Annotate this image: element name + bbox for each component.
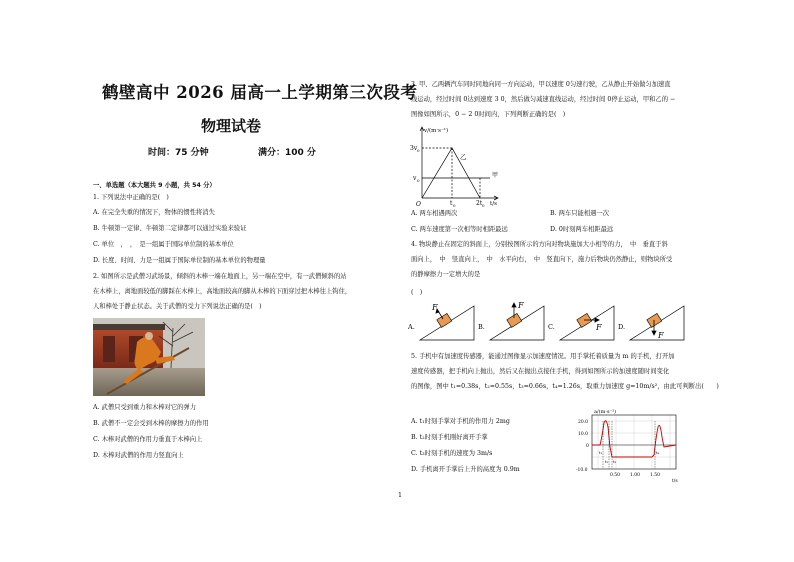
q5-y-tick: 0 [586,444,589,449]
q5-y-tick: 20.0 [578,420,589,425]
q2-stem-line: 在木棒上，离地面较低的脚踩在木棒上，高地面较高的脚从木棒的下面穿过把木棒往上钩住， [93,288,352,295]
q3-option-c: C. 两车速度第一次相等时相距最远 [411,226,508,233]
q3-y-axis-label: v/(m·s⁻¹) [424,128,449,134]
q3-stem-line: 3. 甲、乙两辆汽车同时同地向同一方向运动，甲以速度 0匀速行驶，乙从静止开始做匀加速直 [411,81,671,88]
q2-stem-line: 2. 如图所示是武僧习武场景，倾斜的木棒一端在地面上，另一端在空中，有一武僧倾斜的站 [93,273,347,280]
q5-y-axis-label: a/(m·s⁻²) [594,409,617,415]
q4-force-b: F [518,301,524,310]
q3-x-tick-2: 2t [476,200,483,207]
page-number: 1 [398,492,403,499]
q2-option-b: B. 武僧不一定会受到木棒的摩擦力的作用 [93,420,209,427]
section-heading: 一、单选题（本大题共 9 小题，共 54 分） [93,182,216,189]
q4-label-b: B. [478,323,485,331]
q3-y-tick-top-sub: 0 [417,148,420,153]
q3-x-tick-1: t [450,200,453,207]
q4-label-a: A. [408,323,415,331]
q5-x-axis-label: t/s [672,479,678,483]
q3-x-tick-2-sub: 0 [482,203,485,208]
q5-t-label: t₄ [656,450,660,455]
q3-x-axis-label: t/s [490,201,497,207]
q3-option-b: B. 两车只能相遇一次 [550,210,610,217]
q2-option-d: D. 木棒对武僧的作用力竖直向上 [93,452,184,459]
exam-time: 时间：75 分钟 [148,148,209,158]
q5-option-d: D. 手机离开手掌后上升的高度为 0.9m [411,466,520,473]
q5-stem-line: 速度传感器，把手机向上抛出，然后又在抛出点接住手机，得到如图所示的加速度随时间变化 [411,368,670,375]
q3-stem-line: 线运动，经过时间 0达到速度 3 0，然后做匀减速直线运动，经过时间 0停止运动，甲和乙的 − [411,96,676,103]
q5-t-label: t₃ [613,459,617,464]
q5-option-b: B. t₂时刻手机刚好离开手掌 [411,434,488,441]
q3-label-yi: 乙 [460,153,467,161]
q5-stem-line: 的图像，图中 t₁=0.38s，t₂=0.55s，t₃=0.66s，t₄=1.26s，取重力加速度 g=10m/s²，由此可判断出( ) [411,383,719,390]
q4-answer-blank: ( ) [411,289,423,296]
monk-photo [93,318,205,396]
q5-x-tick: 0.50 [610,473,621,478]
q5-x-tick: 1.00 [630,473,641,478]
q5-y-tick: -10.0 [576,468,588,473]
q5-y-tick: 10.0 [578,432,589,437]
q1-option-c: C. 单位 ， ， 是一组属于国际单位制的基本单位 [93,241,234,248]
q4-label-d: D. [618,323,626,331]
q3-label-jia: 甲 [492,172,499,179]
q3-option-d: D. 0时刻两车相距最远 [550,226,614,233]
q3-stem-line: 图像如图所示，0 − 2 0时间内，下列判断正确的是( ) [411,111,566,118]
q1-option-b: B. 牛顿第一定律、牛顿第二定律都可以通过实验来验证 [93,225,247,232]
q3-origin: O [416,201,421,208]
exam-title: 鹤壁高中 2026 届高一上学期第三次段考 [102,83,418,102]
q5-x-tick: 1.50 [650,473,661,478]
q4-stem-line: 4. 物块静止在固定的斜面上，分别按图所示的方向对物块施加大小相等的力， 中 垂直于斜 [411,241,668,248]
q4-stem-line: 的静摩擦力一定增大的是 [411,271,481,278]
exam-subtitle: 物理试卷 [201,117,262,135]
q3-x-tick-1-sub: 0 [453,203,456,208]
q3-y-tick-top: 3v [410,145,418,152]
q4-label-c: C. [548,323,555,331]
q1-option-a: A. 在完全失重的情况下，物体的惯性将消失 [93,209,215,216]
q2-option-c: C. 木棒对武僧的作用力垂直于木棒向上 [93,436,203,443]
q3-option-a: A. 两车相遇两次 [411,210,458,217]
q4-figures [408,298,698,344]
q5-stem-line: 5. 手机中有加速度传感器，能通过图像显示加速度情况。用手掌托着质量为 m 的手机，打开加 [411,353,675,360]
q1-stem: 1. 下列说法中正确的是( ) [93,194,169,201]
q1-option-d: D. 长度、时间、力是一组属于国际单位制的基本单位的物理量 [93,257,266,264]
q5-t-label: t₂ [605,459,609,464]
q2-option-a: A. 武僧只受到重力和木棒对它的弹力 [93,404,197,411]
q5-option-a: A. t₁时刻手掌对手机的作用力 2mg [411,418,510,425]
q5-t-label: t₁ [599,450,603,455]
q2-stem-line: 人和棒处于静止状态。关于武僧的受力下列说法正确的是( ) [93,303,262,310]
q4-force-d: F [658,331,664,340]
q5-option-c: C. t₃时刻手机的速度为 3m/s [411,450,493,457]
q3-y-tick-mid-sub: 0 [417,178,420,183]
q3-vt-graph [406,124,504,210]
q4-stem-line: 面向上， 中 竖直向上， 中 水平向右， 中 竖直向下，施力后物块仍然静止，则物块所受 [411,256,673,263]
q3-y-tick-mid: v [413,175,417,182]
q5-at-graph [576,407,688,483]
q4-force-a: F [432,303,438,312]
q4-force-c: F [596,323,602,332]
exam-score: 满分：100 分 [258,148,316,158]
